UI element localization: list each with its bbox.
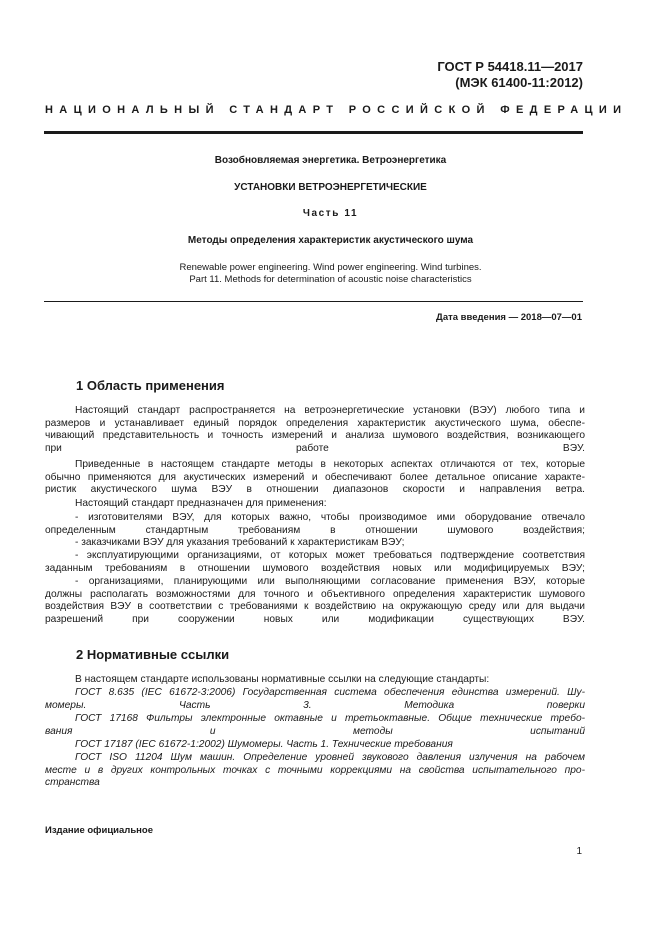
section-1-paragraph-3 bbox=[45, 498, 585, 511]
text-line: Настоящий стандарт предназначен для применения: bbox=[75, 498, 327, 509]
english-title-line-2: Part 11. Methods for determination of acoustic noise characteristics bbox=[189, 274, 472, 285]
reference-gost-17187 bbox=[45, 739, 585, 752]
list-item-customers bbox=[45, 537, 585, 550]
text-line: воздействия ВЭУ в соответствии с требованиями к воздействию на окружающую среду или для выдачи bbox=[45, 601, 585, 612]
text-line: вания и методы испытаний bbox=[45, 725, 585, 737]
standard-title: УСТАНОВКИ ВЕТРОЭНЕРГЕТИЧЕСКИЕ bbox=[234, 182, 427, 193]
text-line: ГОСТ 17187 (IEC 61672-1:2002) Шумомеры. Часть 1. Технические требования bbox=[75, 739, 453, 750]
reference-gost-17168 bbox=[45, 713, 585, 738]
text-line: обычно применяются для акустических измерений и обеспечивают более детальное описание характе- bbox=[45, 471, 585, 483]
text-line: ГОСТ ISO 11204 Шум машин. Определение уровней звукового давления излучения на рабочем bbox=[75, 752, 585, 763]
text-line: чивающий представительность и точность измерений и анализа шумового воздействия, возникающего bbox=[45, 430, 585, 441]
text-line: странства bbox=[45, 777, 100, 788]
title-rule bbox=[44, 301, 583, 302]
english-title-line-1: Renewable power engineering. Wind power engineering. Wind turbines. bbox=[179, 262, 482, 273]
introduction-date: Дата введения — 2018—07—01 bbox=[436, 312, 582, 323]
reference-gost-8-635 bbox=[45, 687, 585, 712]
section-1-paragraph-1 bbox=[45, 405, 585, 455]
list-item-operators bbox=[45, 550, 585, 575]
text-line: месте и в других контрольных точках с точными коррекциями на свойства испытательного про- bbox=[45, 764, 585, 776]
iec-number: (МЭК 61400-11:2012) bbox=[455, 75, 583, 90]
text-line: момеры. Часть 3. Методика поверки bbox=[45, 699, 585, 711]
text-line: при работе ВЭУ. bbox=[45, 442, 585, 454]
text-line: Настоящий стандарт распространяется на ветроэнергетические установки (ВЭУ) любого типа и bbox=[75, 405, 585, 416]
text-line: размеров и устанавливает единый порядок определения характеристик акустического шума, обеспе- bbox=[45, 417, 585, 429]
text-line: - заказчиками ВЭУ для указания требований к характеристикам ВЭУ; bbox=[75, 537, 405, 548]
list-item-planners bbox=[45, 576, 585, 626]
part-title: Методы определения характеристик акустического шума bbox=[187, 235, 474, 246]
official-edition-label: Издание официальное bbox=[45, 825, 153, 836]
text-line: Приведенные в настоящем стандарте методы в некоторых аспектах отличаются от тех, которые bbox=[75, 459, 585, 470]
text-line: определенным стандартным требованиям в отношении шумового воздействия; bbox=[45, 524, 585, 536]
reference-gost-iso-11204 bbox=[45, 752, 585, 790]
header-rule bbox=[44, 131, 583, 134]
text-line: - организациями, планирующими или выполняющими согласование применения ВЭУ, которые bbox=[75, 576, 585, 587]
text-line: ристик акустического шума ВЭУ в отношении диапазонов скорости и направления ветра. bbox=[45, 484, 585, 495]
national-standard-banner: НАЦИОНАЛЬНЫЙ СТАНДАРТ РОССИЙСКОЙ ФЕДЕРАЦИИ bbox=[45, 104, 628, 116]
gost-number: ГОСТ Р 54418.11—2017 bbox=[437, 59, 583, 74]
text-line: ГОСТ 17168 Фильтры электронные октавные и третьоктавные. Общие технические требо- bbox=[75, 713, 585, 724]
text-line: В настоящем стандарте использованы нормативные ссылки на следующие стандарты: bbox=[75, 674, 490, 685]
list-item-manufacturers bbox=[45, 512, 585, 537]
text-line: заданным требованиям в отношении шумового воздействия новых или модифицируемых ВЭУ; bbox=[45, 562, 585, 574]
text-line: - изготовителями ВЭУ, для которых важно, чтобы производимое ими оборудование отвечало bbox=[75, 512, 585, 523]
section-2-intro bbox=[45, 674, 585, 687]
section-1-paragraph-2 bbox=[45, 459, 585, 497]
text-line: ГОСТ 8.635 (IEC 61672-3:2006) Государственная система обеспечения единства измерений. Шу- bbox=[75, 687, 585, 698]
part-number: Часть 11 bbox=[302, 208, 359, 219]
section-1-heading: 1 Область применения bbox=[76, 378, 225, 393]
page-number: 1 bbox=[576, 846, 582, 857]
text-line: - эксплуатирующими организациями, от которых может требоваться подтверждение соответствия bbox=[75, 550, 585, 561]
section-2-heading: 2 Нормативные ссылки bbox=[76, 647, 230, 662]
text-line: разрешений при сооружении новых или модификации существующих ВЭУ. bbox=[45, 613, 585, 625]
text-line: должны располагать возможностями для точного и объективного определения характеристик шумового bbox=[45, 588, 585, 600]
subject-line: Возобновляемая энергетика. Ветроэнергетика bbox=[214, 155, 447, 166]
